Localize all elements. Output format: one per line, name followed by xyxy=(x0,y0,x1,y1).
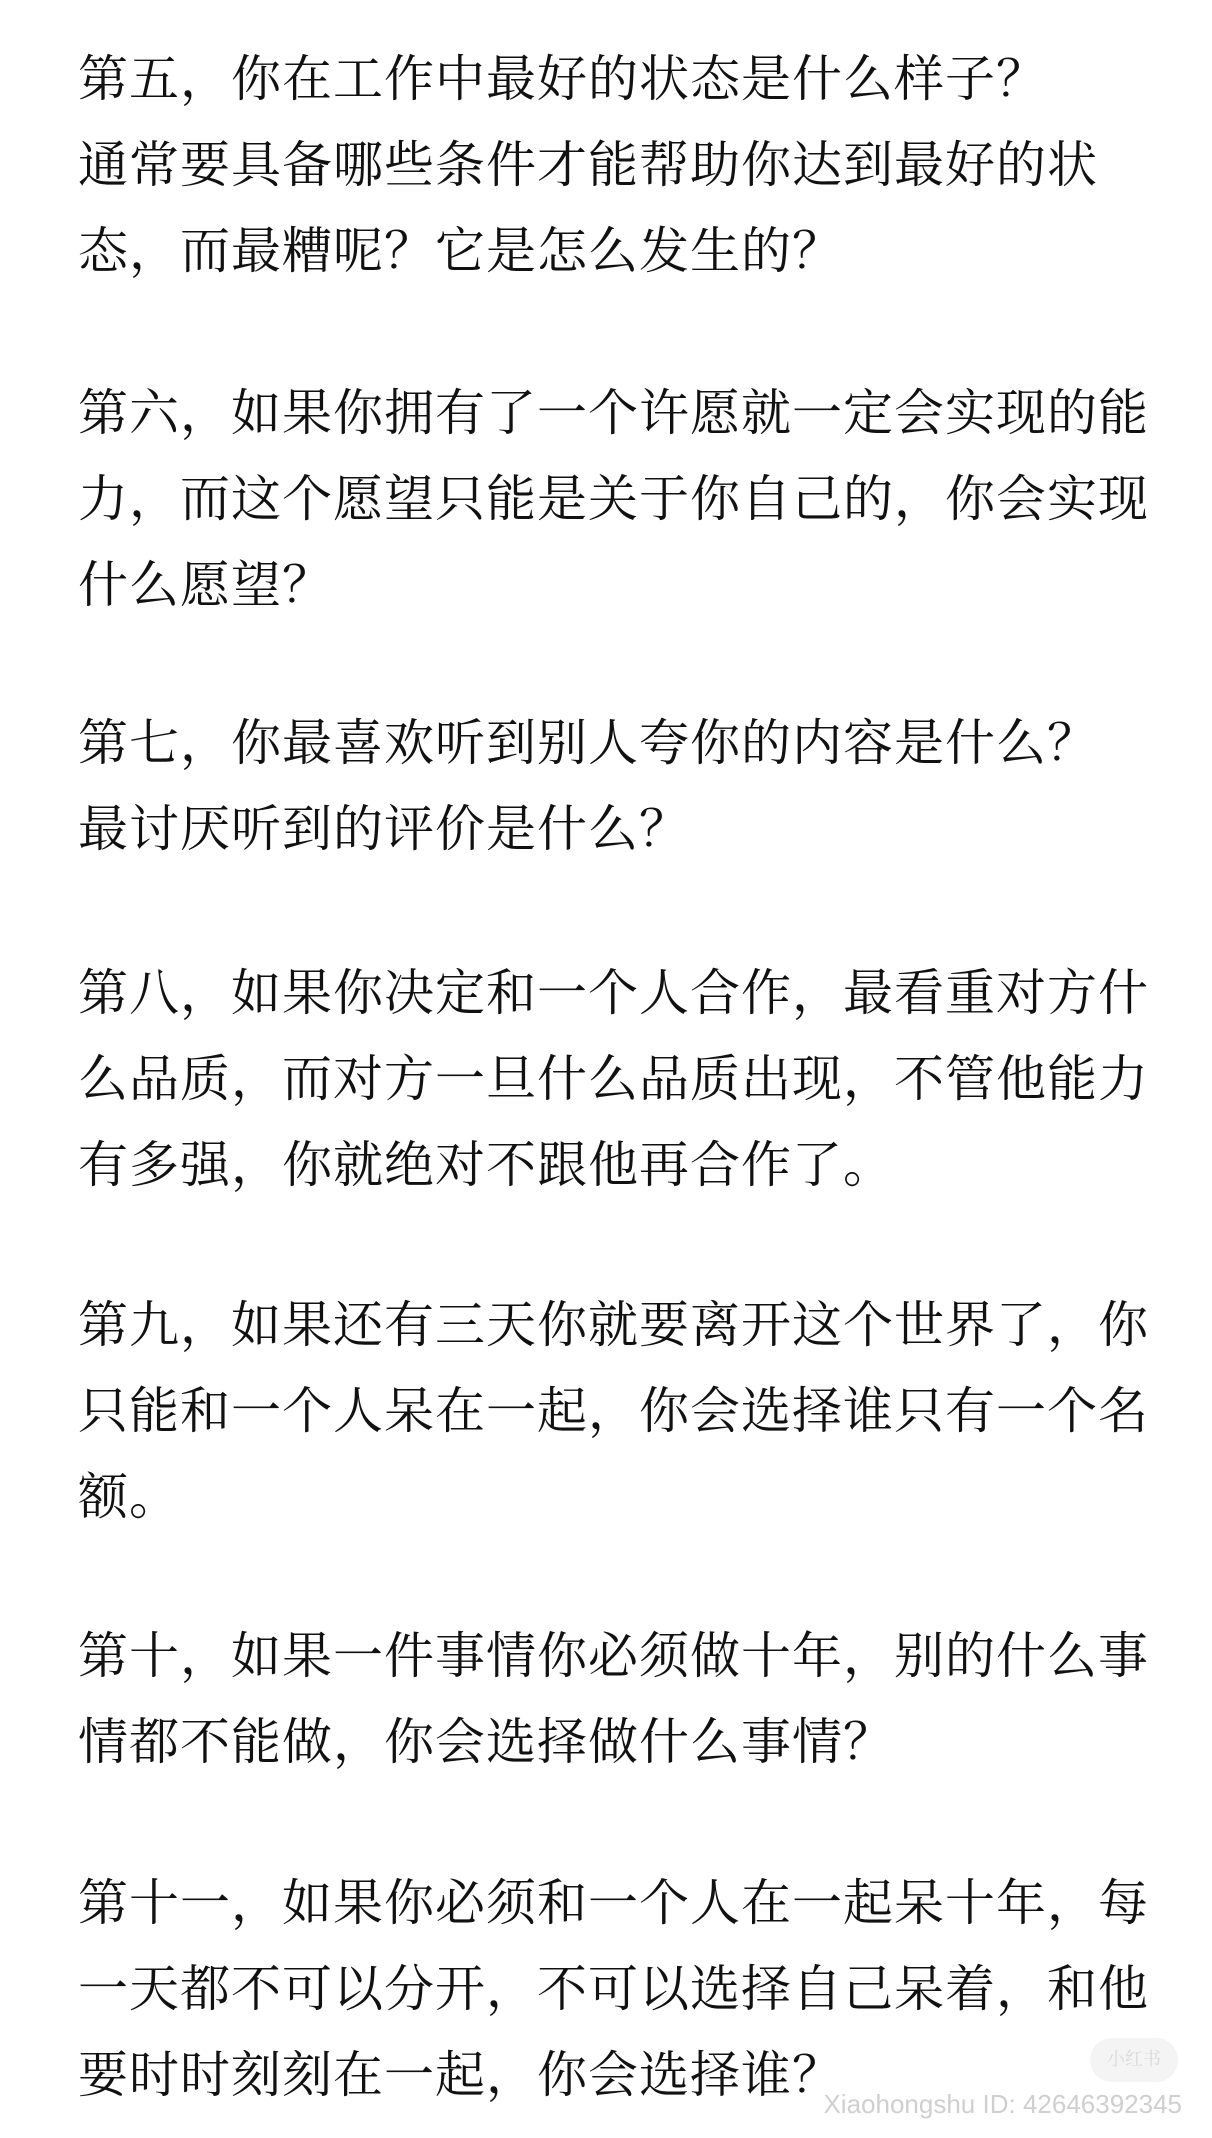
question-6 xyxy=(78,370,1149,628)
question-line: 第七，你最喜欢听到别人夸你的内容是什么？ xyxy=(78,714,1098,772)
question-line: 最讨厌听到的评价是什么？ xyxy=(78,800,690,858)
question-10 xyxy=(78,1613,1149,1785)
question-line: 第十，如果一件事情你必须做十年，别的什么事 xyxy=(78,1627,1149,1685)
question-7 xyxy=(78,700,1138,872)
question-line: 有多强，你就绝对不跟他再合作了。 xyxy=(78,1136,894,1194)
question-line: 态，而最糟呢？它是怎么发生的？ xyxy=(78,222,843,280)
question-11 xyxy=(78,1860,1149,2118)
xiaohongshu-logo: 小红书 xyxy=(1090,2038,1178,2082)
question-line: 情都不能做，你会选择做什么事情？ xyxy=(78,1713,894,1771)
watermark-text: Xiaohongshu ID: 42646392345 xyxy=(823,2089,1182,2119)
question-line: 一天都不可以分开，不可以选择自己呆着，和他 xyxy=(78,1960,1149,2018)
question-line: 要时时刻刻在一起，你会选择谁？ xyxy=(78,2046,843,2104)
question-8 xyxy=(78,950,1149,1208)
question-line: 第九，如果还有三天你就要离开这个世界了，你 xyxy=(78,1296,1149,1354)
question-line: 力，而这个愿望只能是关于你自己的，你会实现 xyxy=(78,470,1149,528)
question-line: 额。 xyxy=(78,1468,180,1526)
question-line: 通常要具备哪些条件才能帮助你达到最好的状 xyxy=(78,136,1098,194)
question-9 xyxy=(78,1282,1149,1540)
question-line: 第十一，如果你必须和一个人在一起呆十年，每 xyxy=(78,1874,1149,1932)
question-line: 第八，如果你决定和一个人合作，最看重对方什 xyxy=(78,964,1149,1022)
question-line: 什么愿望？ xyxy=(78,556,333,614)
question-line: 只能和一个人呆在一起，你会选择谁只有一个名 xyxy=(78,1382,1149,1440)
question-5 xyxy=(78,36,1138,294)
question-line: 么品质，而对方一旦什么品质出现，不管他能力 xyxy=(78,1050,1149,1108)
question-line: 第六，如果你拥有了一个许愿就一定会实现的能 xyxy=(78,384,1149,442)
question-line: 第五，你在工作中最好的状态是什么样子？ xyxy=(78,50,1047,108)
